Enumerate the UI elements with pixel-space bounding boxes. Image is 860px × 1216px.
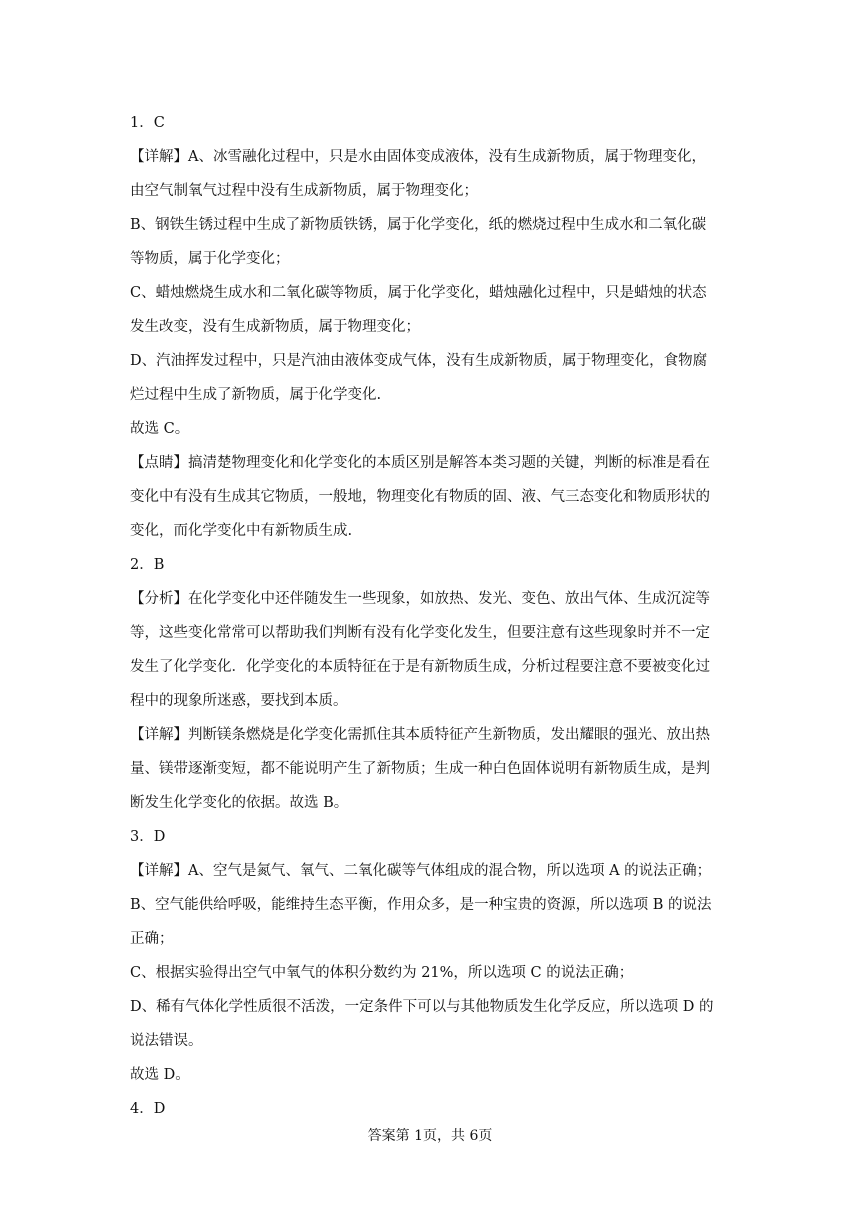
text-line: 等物质，属于化学变化； [130, 251, 290, 267]
text-line: D、稀有气体化学性质很不活泼，一定条件下可以与其他物质发生化学反应，所以选项 D 的 [130, 999, 714, 1015]
text-line: 【详解】A、空气是氮气、氧气、二氧化碳等气体组成的混合物，所以选项 A 的说法正确； [130, 863, 712, 879]
text-line: 发生了化学变化．化学变化的本质特征在于是有新物质生成，分析过程要注意不要被变化过 [130, 659, 710, 675]
page-footer: 答案第 1页，共 6页 [367, 1128, 493, 1144]
text-line: C、蜡烛燃烧生成水和二氧化碳等物质，属于化学变化，蜡烛融化过程中，只是蜡烛的状态 [130, 285, 707, 301]
text-line: 变化，而化学变化中有新物质生成. [130, 523, 353, 539]
answer-content [130, 106, 730, 1126]
text-line: 变化中有没有生成其它物质，一般地，物理变化有物质的固、液、气三态变化和物质形状的 [130, 489, 710, 505]
text-line: 【详解】A、冰雪融化过程中，只是水由固体变成液体，没有生成新物质，属于物理变化， [130, 149, 706, 165]
text-line: D、汽油挥发过程中，只是汽油由液体变成气体，没有生成新物质，属于物理变化，食物腐 [130, 353, 708, 369]
text-line: 断发生化学变化的依据。故选 B。 [130, 795, 349, 811]
text-line: 等，这些变化常常可以帮助我们判断有没有化学变化发生，但要注意有这些现象时并不一定 [130, 625, 710, 641]
text-line: 2．B [130, 557, 165, 573]
text-line: 1．C [130, 115, 165, 131]
text-line: 发生改变，没有生成新物质，属于物理变化； [130, 319, 420, 335]
text-line: 量、镁带逐渐变短，都不能说明产生了新物质；生成一种白色固体说明有新物质生成，是判 [130, 761, 710, 777]
text-line: 【详解】判断镁条燃烧是化学变化需抓住其本质特征产生新物质，发出耀眼的强光、放出热 [130, 727, 710, 743]
text-line: 故选 C。 [130, 421, 190, 437]
text-line: B、钢铁生锈过程中生成了新物质铁锈，属于化学变化，纸的燃烧过程中生成水和二氧化碳 [130, 217, 707, 233]
text-line: 由空气制氧气过程中没有生成新物质，属于物理变化； [130, 183, 478, 199]
text-line: 4．D [130, 1101, 166, 1117]
text-line: 【分析】在化学变化中还伴随发生一些现象，如放热、发光、变色、放出气体、生成沉淀等 [130, 591, 710, 607]
text-line: 【点睛】搞清楚物理变化和化学变化的本质区别是解答本类习题的关键，判断的标准是看在 [130, 455, 710, 471]
text-line: 烂过程中生成了新物质，属于化学变化. [130, 387, 382, 403]
text-line: B、空气能供给呼吸，能维持生态平衡，作用众多，是一种宝贵的资源，所以选项 B 的说法 [130, 897, 712, 913]
text-line: 说法错误。 [130, 1033, 203, 1049]
text-line: 故选 D。 [130, 1067, 190, 1083]
text-line: 正确； [130, 931, 174, 947]
text-line: 程中的现象所迷惑，要找到本质。 [130, 693, 348, 709]
text-line: 3．D [130, 829, 166, 845]
text-line: C、根据实验得出空气中氧气的体积分数约为 21%，所以选项 C 的说法正确； [130, 965, 634, 981]
